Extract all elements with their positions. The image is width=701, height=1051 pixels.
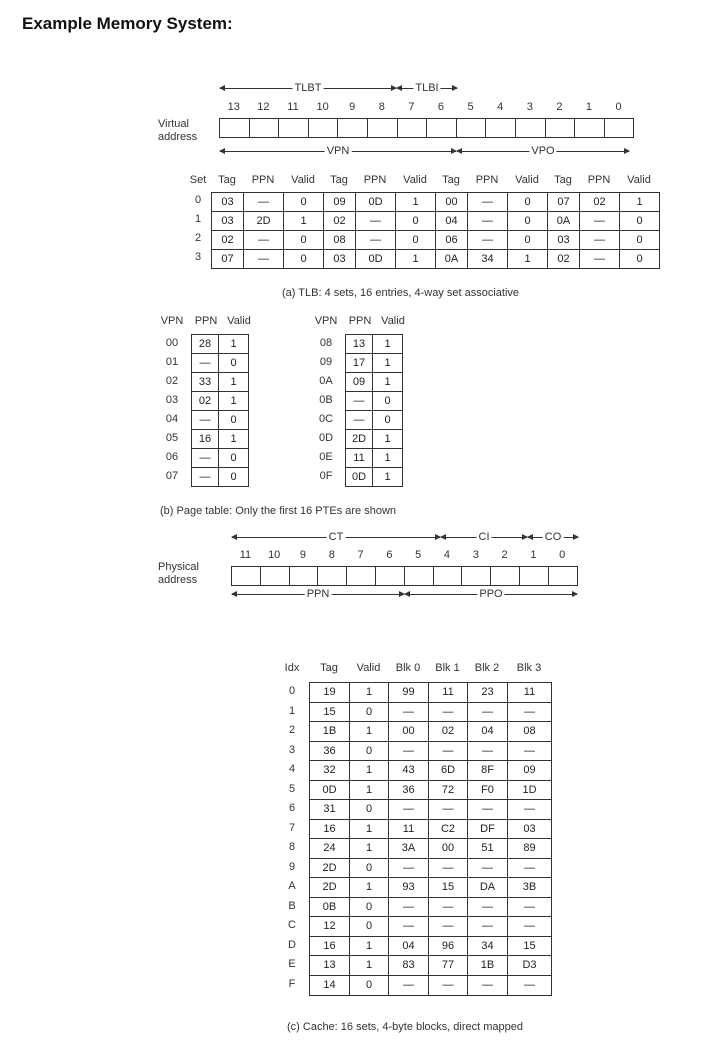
cache-cell: — — [507, 858, 552, 879]
tlb-header-cell: Set — [189, 173, 207, 186]
cache-index: 1 — [288, 704, 296, 717]
cache-cell: 83 — [388, 955, 429, 976]
tlb-header-cell: Tag — [330, 173, 348, 186]
cache-cell: 2D — [309, 877, 350, 898]
tlb-cell: 0 — [619, 211, 660, 231]
tlb-cell: 03 — [323, 249, 356, 269]
tlb-cell: 07 — [211, 249, 244, 269]
tlb-cell: 0 — [507, 211, 548, 231]
pt-left-vpn-cell: 03 — [165, 394, 179, 406]
cache-header-cell: Blk 2 — [474, 662, 500, 674]
pt-left-ppn-header: PPN — [194, 315, 218, 327]
pt-right-valid-cell: 1 — [372, 334, 403, 354]
cache-cell: 36 — [388, 780, 429, 801]
tlb-cell: 0 — [619, 230, 660, 250]
va-bit-number: 12 — [257, 101, 270, 113]
pa-bit-number: 2 — [501, 549, 508, 561]
cache-header-cell: Valid — [356, 662, 381, 674]
cache-cell: 04 — [388, 936, 429, 957]
cache-index: 2 — [288, 724, 296, 736]
tlb-cell: — — [467, 192, 508, 212]
tlb-cell: 02 — [547, 249, 580, 269]
pt-right-ppn-cell: 09 — [345, 372, 373, 392]
cache-cell: 1 — [349, 819, 389, 840]
cache-cell: 15 — [309, 702, 350, 723]
tlbi-label: TLBI — [415, 82, 439, 94]
tlb-cell: 1 — [283, 211, 324, 231]
cache-cell: 93 — [388, 877, 429, 898]
pt-left-valid-cell: 1 — [218, 372, 249, 392]
cache-cell: 1B — [467, 955, 508, 976]
pt-right-ppn-header: PPN — [348, 315, 372, 327]
cache-cell: — — [467, 916, 508, 937]
virtual-label-line2: address — [158, 131, 198, 143]
pa-bit-number: 1 — [530, 549, 537, 561]
cache-cell: 1D — [507, 780, 552, 801]
cache-cell: 11 — [428, 682, 468, 703]
cache-cell: — — [467, 741, 508, 762]
tlb-cell: 0 — [395, 230, 436, 250]
co-label: CO — [544, 531, 562, 543]
cache-index: C — [288, 919, 296, 931]
cache-cell: 0 — [349, 897, 389, 918]
tlb-header-cell: Valid — [403, 173, 427, 186]
pt-left-vpn-cell: 00 — [165, 337, 179, 349]
cache-cell: C2 — [428, 819, 468, 840]
cache-cell: 96 — [428, 936, 468, 957]
cache-cell: 3B — [507, 877, 552, 898]
pt-left-valid-cell: 0 — [218, 410, 249, 430]
pa-bit-number: 0 — [559, 549, 566, 561]
tlb-cell: 1 — [395, 249, 436, 269]
cache-cell: F0 — [467, 780, 508, 801]
cache-cell: 1 — [349, 682, 389, 703]
cache-cell: 16 — [309, 936, 350, 957]
cache-cell: 23 — [467, 682, 508, 703]
cache-index: F — [288, 977, 296, 990]
cache-cell: 0 — [349, 975, 389, 996]
tlb-cell: 0 — [283, 249, 324, 269]
pa-bit-number: 5 — [415, 549, 422, 561]
tlb-cell: 03 — [211, 192, 244, 212]
pa-bit-cell — [490, 566, 520, 586]
tlb-cell: 08 — [323, 230, 356, 250]
va-bit-number: 1 — [585, 101, 593, 113]
tlb-cell: 1 — [507, 249, 548, 269]
cache-cell: 12 — [309, 916, 350, 937]
pa-bit-number: 8 — [328, 549, 335, 561]
pa-bit-number: 10 — [268, 549, 281, 561]
tlbt-label: TLBT — [294, 82, 322, 94]
pt-right-valid-cell: 1 — [372, 372, 403, 392]
cache-cell: 0 — [349, 799, 389, 820]
va-bit-number: 8 — [378, 101, 385, 113]
ppn-arrow — [232, 588, 404, 600]
cache-cell: 43 — [388, 760, 429, 781]
pa-bit-number: 9 — [299, 549, 307, 561]
tlb-cell: — — [243, 192, 284, 212]
cache-cell: 72 — [428, 780, 468, 801]
pt-right-vpn-cell: 0F — [319, 470, 333, 482]
tlb-caption: (a) TLB: 4 sets, 16 entries, 4-way set associative — [282, 287, 520, 299]
pa-bit-cell — [433, 566, 463, 586]
pa-bit-cell — [231, 566, 261, 586]
tlb-header-cell: PPN — [363, 173, 387, 186]
va-bit-number: 5 — [467, 101, 474, 113]
tlb-cell: 1 — [395, 192, 436, 212]
page-table-caption: (b) Page table: Only the first 16 PTEs are shown — [160, 505, 397, 517]
tlb-cell: 07 — [547, 192, 580, 212]
tlb-set-index: 1 — [194, 213, 202, 225]
tlb-header-cell: PPN — [475, 173, 499, 186]
pa-bit-number: 11 — [239, 549, 252, 561]
cache-cell: — — [388, 916, 429, 937]
tlb-cell: 0 — [507, 230, 548, 250]
vpn-label: VPN — [326, 145, 350, 157]
cache-cell: 1B — [309, 721, 350, 742]
tlb-cell: — — [243, 230, 284, 250]
virtual-label-line1: Virtual — [158, 118, 189, 130]
va-bit-number: 0 — [615, 101, 622, 113]
tlb-header-cell: PPN — [587, 173, 611, 186]
cache-cell: — — [388, 975, 429, 996]
tlb-cell: 0A — [435, 249, 468, 269]
cache-cell: 8F — [467, 760, 508, 781]
tlb-cell: 09 — [323, 192, 356, 212]
va-bit-number: 6 — [437, 101, 445, 113]
ci-arrow — [441, 531, 527, 543]
pa-bit-cell — [375, 566, 405, 586]
pt-right-vpn-cell: 0B — [319, 394, 333, 406]
va-bit-number: 4 — [497, 101, 504, 113]
cache-cell: — — [428, 702, 468, 723]
pa-bit-cell — [461, 566, 491, 586]
cache-cell: — — [507, 975, 552, 996]
cache-index: 9 — [288, 860, 296, 873]
pa-bit-cell — [404, 566, 434, 586]
pt-left-valid-cell: 1 — [218, 429, 249, 449]
vpo-label: VPO — [531, 145, 555, 157]
pt-left-valid-cell: 0 — [218, 448, 249, 468]
pt-right-valid-cell: 0 — [372, 391, 403, 411]
pt-left-ppn-cell: 33 — [191, 372, 219, 392]
cache-cell: — — [467, 799, 508, 820]
tlb-cell: 0 — [619, 249, 660, 269]
cache-index: B — [288, 899, 296, 912]
pt-right-valid-cell: 1 — [372, 467, 403, 487]
pt-left-ppn-cell: 28 — [191, 334, 219, 354]
cache-cell: 00 — [388, 721, 429, 742]
tlb-cell: 0D — [355, 249, 396, 269]
cache-cell: — — [507, 702, 552, 723]
cache-cell: — — [428, 916, 468, 937]
tlb-cell: — — [579, 230, 620, 250]
pt-left-vpn-header: VPN — [160, 315, 184, 327]
cache-cell: 6D — [428, 760, 468, 781]
tlb-cell: 34 — [467, 249, 508, 269]
cache-cell: 31 — [309, 799, 350, 820]
tlb-cell: 02 — [579, 192, 620, 212]
cache-cell: 19 — [309, 682, 350, 703]
tlb-header-cell: PPN — [251, 173, 275, 186]
cache-header-cell: Blk 0 — [395, 662, 421, 674]
pa-bit-cell — [289, 566, 319, 586]
pt-left-vpn-cell: 01 — [165, 356, 179, 368]
ct-label: CT — [328, 531, 344, 543]
pt-right-ppn-cell: — — [345, 391, 373, 411]
pt-left-valid-cell: 0 — [218, 467, 249, 487]
cache-index: 4 — [288, 763, 296, 775]
tlb-cell: 1 — [619, 192, 660, 212]
cache-cell: 89 — [507, 838, 552, 859]
cache-header-cell: Blk 1 — [435, 662, 460, 674]
va-bit-number: 2 — [556, 101, 563, 113]
cache-index: E — [288, 958, 296, 970]
cache-cell: 1 — [349, 780, 389, 801]
pt-left-valid-cell: 0 — [218, 353, 249, 373]
tlb-cell: 2D — [243, 211, 284, 231]
physical-label-line2: address — [158, 574, 198, 586]
cache-cell: 15 — [428, 877, 468, 898]
cache-cell: 14 — [309, 975, 350, 996]
pa-bit-cell — [519, 566, 549, 586]
pt-left-valid-cell: 1 — [218, 391, 249, 411]
cache-cell: — — [388, 897, 429, 918]
pt-left-ppn-cell: — — [191, 353, 219, 373]
cache-cell: 51 — [467, 838, 508, 859]
pa-bit-cell — [260, 566, 290, 586]
pt-left-ppn-cell: — — [191, 467, 219, 487]
tlb-cell: 03 — [547, 230, 580, 250]
pt-right-ppn-cell: 13 — [345, 334, 373, 354]
pt-right-vpn-cell: 0E — [319, 451, 333, 463]
cache-cell: — — [507, 741, 552, 762]
cache-cell: DA — [467, 877, 508, 898]
cache-cell: — — [467, 897, 508, 918]
cache-cell: 04 — [467, 721, 508, 742]
pt-right-ppn-cell: 11 — [345, 448, 373, 468]
tlb-cell: 0A — [547, 211, 580, 231]
cache-cell: — — [388, 741, 429, 762]
cache-header-cell: Tag — [320, 662, 338, 674]
cache-cell: 1 — [349, 838, 389, 859]
cache-caption: (c) Cache: 16 sets, 4-byte blocks, direct mapped — [287, 1021, 523, 1033]
cache-cell: 11 — [507, 682, 552, 703]
pt-right-vpn-cell: 0D — [318, 432, 334, 444]
cache-cell: 16 — [309, 819, 350, 840]
tlb-cell: 00 — [435, 192, 468, 212]
pt-right-valid-cell: 1 — [372, 353, 403, 373]
tlb-cell: 0D — [355, 192, 396, 212]
ppo-arrow — [405, 588, 577, 600]
tlb-header-cell: Tag — [442, 173, 460, 186]
tlb-header-cell: Valid — [291, 173, 315, 186]
cache-cell: 02 — [428, 721, 468, 742]
tlb-cell: 02 — [323, 211, 356, 231]
tlb-set-index: 3 — [194, 251, 202, 263]
pt-right-vpn-cell: 08 — [319, 337, 333, 349]
cache-cell: 1 — [349, 760, 389, 781]
pa-bit-number: 7 — [357, 549, 364, 561]
ct-arrow — [232, 531, 440, 543]
cache-cell: 0D — [309, 780, 350, 801]
cache-cell: 1 — [349, 877, 389, 898]
cache-cell: 13 — [309, 955, 350, 976]
cache-cell: 0 — [349, 916, 389, 937]
cache-index: A — [288, 880, 296, 892]
tlb-cell: — — [467, 211, 508, 231]
pt-left-ppn-cell: 16 — [191, 429, 219, 449]
pt-left-ppn-cell: — — [191, 410, 219, 430]
pa-bit-cell — [346, 566, 376, 586]
cache-cell: 08 — [507, 721, 552, 742]
tlb-cell: — — [355, 211, 396, 231]
pa-bit-cell — [548, 566, 578, 586]
tlb-cell: 03 — [211, 211, 244, 231]
cache-cell: — — [428, 858, 468, 879]
cache-index: 0 — [288, 685, 296, 697]
cache-cell: 0 — [349, 858, 389, 879]
cache-index: 5 — [288, 782, 296, 795]
pt-right-ppn-cell: 2D — [345, 429, 373, 449]
pt-right-valid-header: Valid — [381, 315, 405, 327]
pt-right-ppn-cell: — — [345, 410, 373, 430]
pt-left-ppn-cell: — — [191, 448, 219, 468]
pa-bit-number: 4 — [443, 549, 451, 561]
cache-cell: — — [388, 858, 429, 879]
cache-index: 7 — [288, 821, 296, 834]
va-bit-number: 9 — [349, 101, 356, 113]
cache-cell: 99 — [388, 682, 429, 703]
pt-left-vpn-cell: 06 — [165, 451, 179, 463]
cache-cell: 2D — [309, 858, 350, 879]
pt-left-vpn-cell: 05 — [165, 432, 179, 444]
cache-cell: — — [428, 799, 468, 820]
pt-left-ppn-cell: 02 — [191, 391, 219, 411]
tlb-cell: 0 — [395, 211, 436, 231]
pt-left-valid-cell: 1 — [218, 334, 249, 354]
pt-right-vpn-cell: 0C — [318, 413, 334, 425]
tlb-cell: — — [579, 249, 620, 269]
cache-cell: — — [428, 741, 468, 762]
cache-cell: — — [388, 702, 429, 723]
cache-cell: DF — [467, 819, 508, 840]
pt-right-vpn-header: VPN — [314, 315, 338, 327]
cache-cell: — — [388, 799, 429, 820]
va-bit-number: 3 — [526, 101, 533, 113]
pt-right-valid-cell: 0 — [372, 410, 403, 430]
cache-cell: 1 — [349, 721, 389, 742]
tlb-cell: — — [579, 211, 620, 231]
cache-header-cell: Blk 3 — [516, 662, 542, 674]
tlb-cell: 06 — [435, 230, 468, 250]
tlb-cell: — — [243, 249, 284, 269]
pt-right-vpn-cell: 09 — [319, 356, 333, 368]
cache-cell: 34 — [467, 936, 508, 957]
cache-index: D — [288, 938, 296, 951]
pt-right-vpn-cell: 0A — [319, 375, 333, 387]
cache-cell: — — [467, 702, 508, 723]
tlb-header-cell: Tag — [554, 173, 572, 186]
va-bit-number: 11 — [287, 101, 299, 113]
pt-left-valid-header: Valid — [227, 315, 251, 327]
page-title: Example Memory System: — [22, 14, 233, 33]
co-arrow — [528, 531, 578, 543]
cache-index: 3 — [288, 743, 296, 756]
tlb-cell: 0 — [507, 192, 548, 212]
cache-cell: 3A — [388, 838, 429, 859]
cache-cell: 32 — [309, 760, 350, 781]
cache-cell: — — [467, 858, 508, 879]
tlb-header-cell: Valid — [627, 173, 651, 186]
cache-cell: 00 — [428, 838, 468, 859]
tlb-cell: 0 — [283, 230, 324, 250]
cache-cell: — — [507, 897, 552, 918]
cache-cell: 24 — [309, 838, 350, 859]
pt-right-valid-cell: 1 — [372, 448, 403, 468]
tlb-cell: 02 — [211, 230, 244, 250]
cache-cell: 1 — [349, 936, 389, 957]
tlb-header-cell: Tag — [218, 173, 236, 186]
cache-cell: — — [467, 975, 508, 996]
pa-bit-number: 3 — [472, 549, 479, 561]
cache-cell: 0 — [349, 741, 389, 762]
pt-right-ppn-cell: 17 — [345, 353, 373, 373]
ppo-label: PPO — [479, 588, 503, 600]
cache-cell: — — [507, 799, 552, 820]
cache-cell: 15 — [507, 936, 552, 957]
cache-cell: D3 — [507, 955, 552, 976]
cache-cell: 11 — [388, 819, 429, 840]
pa-bit-cell — [317, 566, 347, 586]
pt-right-ppn-cell: 0D — [345, 467, 373, 487]
tlb-cell: 04 — [435, 211, 468, 231]
cache-index: 6 — [288, 802, 296, 814]
cache-cell: — — [428, 897, 468, 918]
va-bit-number: 10 — [316, 101, 329, 113]
pt-left-vpn-cell: 07 — [165, 470, 179, 482]
va-bit-number: 7 — [408, 101, 415, 113]
pa-bit-number: 6 — [386, 549, 393, 561]
cache-cell: 0B — [309, 897, 350, 918]
cache-cell: 77 — [428, 955, 468, 976]
va-bit-number: 13 — [227, 101, 240, 113]
cache-index: 8 — [288, 841, 296, 853]
cache-cell: — — [428, 975, 468, 996]
tlb-cell: — — [467, 230, 508, 250]
cache-cell: 1 — [349, 955, 389, 976]
cache-cell: 36 — [309, 741, 350, 762]
cache-cell: — — [507, 916, 552, 937]
physical-address-label — [158, 561, 199, 587]
tlb-cell: 0 — [283, 192, 324, 212]
physical-label-line1: Physical — [158, 561, 199, 573]
ppn-label: PPN — [306, 588, 330, 600]
tlb-set-index: 2 — [194, 232, 202, 244]
pt-left-vpn-cell: 02 — [165, 375, 179, 387]
cache-header-cell: Idx — [284, 662, 300, 674]
tlb-header-cell: Valid — [515, 173, 539, 186]
pt-right-valid-cell: 1 — [372, 429, 403, 449]
cache-cell: 09 — [507, 760, 552, 781]
ci-label: CI — [478, 531, 490, 543]
pt-left-vpn-cell: 04 — [165, 413, 179, 425]
tlb-cell: — — [355, 230, 396, 250]
tlb-set-index: 0 — [194, 194, 202, 206]
cache-cell: 0 — [349, 702, 389, 723]
cache-cell: 03 — [507, 819, 552, 840]
